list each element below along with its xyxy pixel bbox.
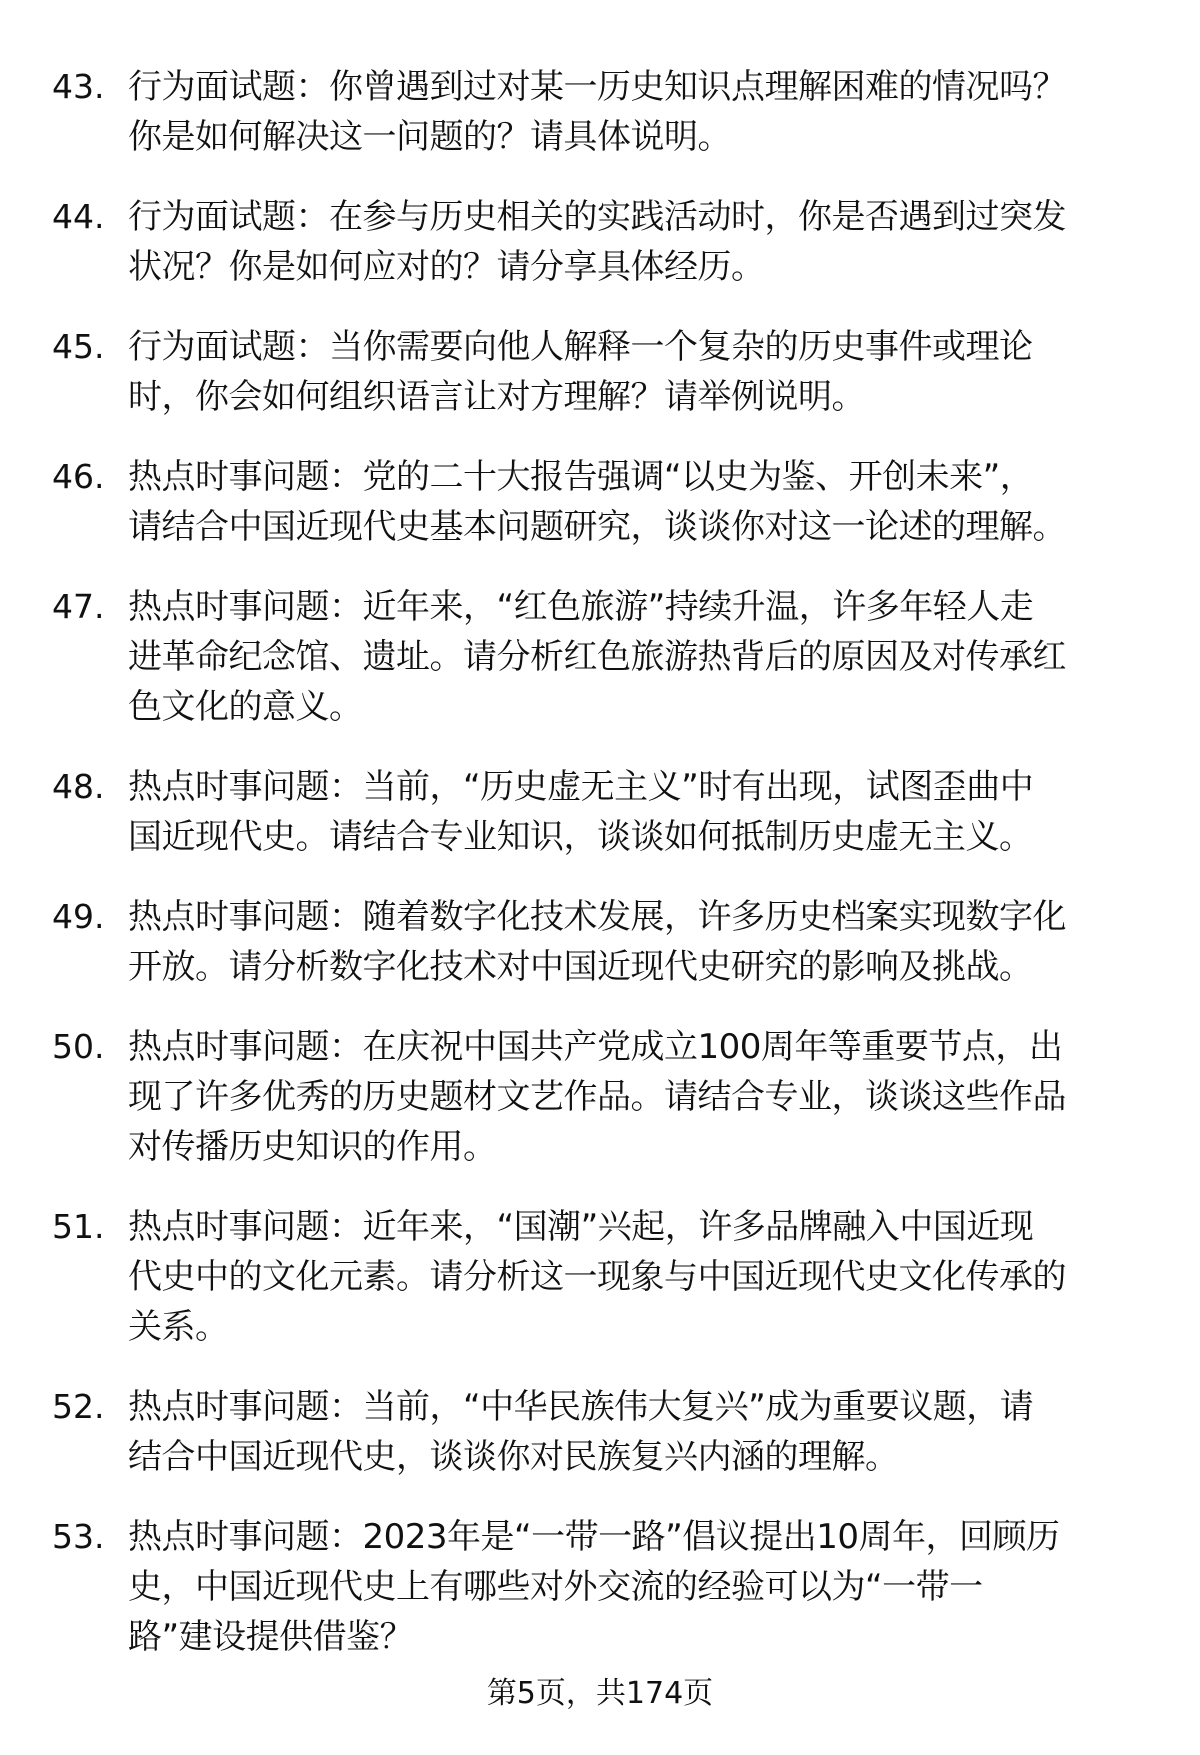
question-number: 44. [52,197,105,236]
question-text [128,1022,1168,1172]
question-number: 48. [52,767,105,806]
question-item [0,1202,1200,1352]
question-text-line: 热点时事问题：近年来，“国潮”兴起，许多品牌融入中国近现 [128,1207,1034,1247]
question-text-line: 开放。请分析数字化技术对中国近现代史研究的影响及挑战。 [128,947,1033,987]
question-text [128,1512,1168,1662]
question-text-line: 行为面试题：你曾遇到过对某一历史知识点理解困难的情况吗？ [128,67,1066,107]
question-text-line: 热点时事问题：当前，“历史虚无主义”时有出现，试图歪曲中 [128,767,1034,807]
question-number: 46. [52,457,105,496]
question-item [0,582,1200,732]
question-item [0,322,1200,422]
question-text-line: 热点时事问题：2023年是“一带一路”倡议提出10周年，回顾历 [128,1517,1060,1557]
question-text-line: 时，你会如何组织语言让对方理解？请举例说明。 [128,377,865,417]
question-text-line: 路”建设提供借鉴？ [128,1617,414,1657]
question-text-line: 热点时事问题：党的二十大报告强调“以史为鉴、开创未来”， [128,457,1034,497]
question-text-line: 热点时事问题：当前，“中华民族伟大复兴”成为重要议题，请 [128,1387,1034,1427]
question-item [0,1382,1200,1482]
question-text-line: 国近现代史。请结合专业知识，谈谈如何抵制历史虚无主义。 [128,817,1033,857]
question-text-line: 热点时事问题：近年来，“红色旅游”持续升温，许多年轻人走 [128,587,1034,627]
question-text [128,762,1168,862]
question-item [0,1022,1200,1172]
question-item [0,62,1200,162]
question-text-line: 行为面试题：当你需要向他人解释一个复杂的历史事件或理论 [128,327,1033,367]
question-text [128,322,1168,422]
question-text [128,892,1168,992]
question-text-line: 状况？你是如何应对的？请分享具体经历。 [128,247,765,287]
question-item [0,452,1200,552]
question-number: 52. [52,1387,105,1426]
question-text [128,1202,1168,1352]
question-number: 47. [52,587,105,626]
question-text [128,582,1168,732]
question-text [128,192,1168,292]
question-text-line: 进革命纪念馆、遗址。请分析红色旅游热背后的原因及对传承红 [128,637,1066,677]
question-number: 45. [52,327,105,366]
question-text-line: 请结合中国近现代史基本问题研究，谈谈你对这一论述的理解。 [128,507,1066,547]
question-text-line: 代史中的文化元素。请分析这一现象与中国近现代史文化传承的 [128,1257,1066,1297]
question-item [0,892,1200,992]
question-text-line: 色文化的意义。 [128,687,363,727]
question-number: 49. [52,897,105,936]
question-item [0,762,1200,862]
page-footer: 第5页，共174页 [486,1676,714,1711]
question-item [0,192,1200,292]
question-text-line: 关系。 [128,1307,229,1347]
question-text [128,452,1168,552]
question-list [0,62,1200,1692]
question-number: 51. [52,1207,105,1246]
question-text-line: 你是如何解决这一问题的？请具体说明。 [128,117,731,157]
question-text-line: 结合中国近现代史，谈谈你对民族复兴内涵的理解。 [128,1437,899,1477]
question-number: 43. [52,67,105,106]
question-text-line: 史，中国近现代史上有哪些对外交流的经验可以为“一带一 [128,1567,983,1607]
question-item [0,1512,1200,1662]
question-text-line: 现了许多优秀的历史题材文艺作品。请结合专业，谈谈这些作品 [128,1077,1066,1117]
question-number: 50. [52,1027,105,1066]
question-text-line: 对传播历史知识的作用。 [128,1127,497,1167]
question-number: 53. [52,1517,105,1556]
question-text-line: 热点时事问题：随着数字化技术发展，许多历史档案实现数字化 [128,897,1066,937]
question-text-line: 热点时事问题：在庆祝中国共产党成立100周年等重要节点，出 [128,1027,1063,1067]
question-text-line: 行为面试题：在参与历史相关的实践活动时，你是否遇到过突发 [128,197,1066,237]
question-text [128,62,1168,162]
question-text [128,1382,1168,1482]
